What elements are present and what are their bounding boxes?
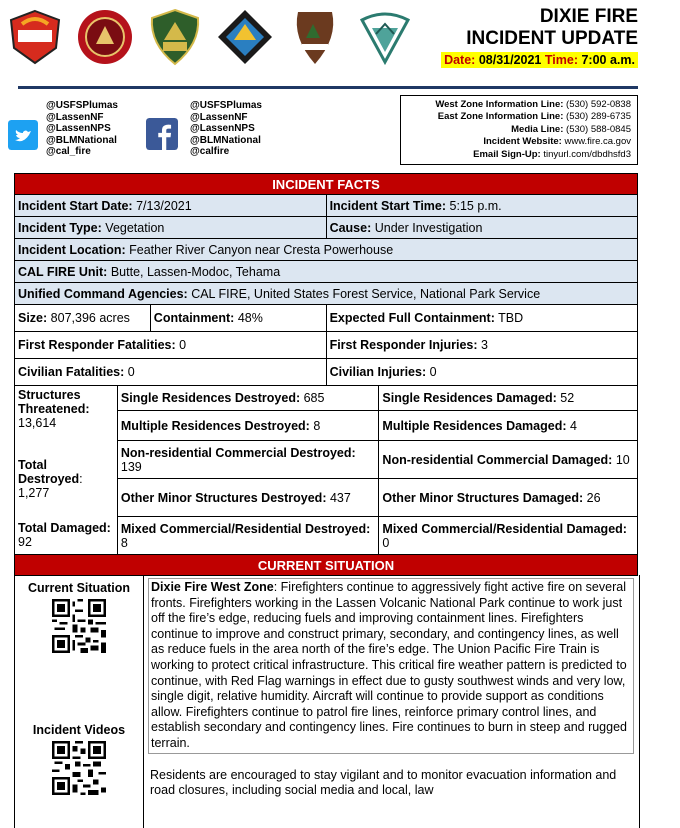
size-cell: Size: 807,396 acres [15,305,151,332]
facebook-handles [190,100,262,158]
forest-service-shield [146,8,204,66]
header-divider [18,86,638,89]
zone-label: Dixie Fire West Zone [151,580,274,594]
facebook-icon[interactable] [146,118,178,150]
qr-current-situation-label: Current Situation [27,581,131,595]
date-value: 08/31/2021 [478,53,542,67]
agency-logos [6,6,426,68]
incident-facts-heading: INCIDENT FACTS [15,174,638,195]
contact-east: East Zone Information Line: (530) 289-6735 [437,111,631,123]
date-label: Date: [444,53,476,67]
cal-oes-seal [76,8,134,66]
minor-damaged-cell: Other Minor Structures Damaged: 26 [379,479,638,517]
contact-website[interactable]: Incident Website: www.fire.ca.gov [483,136,631,148]
cause-cell: Cause: Under Investigation [326,217,637,239]
facebook-handle[interactable]: @USFSPlumas [190,100,262,111]
twitter-handle[interactable]: @cal_fire [46,146,91,157]
contact-email[interactable]: Email Sign-Up: tinyurl.com/dbdhsfd3 [473,148,631,160]
twitter-handle[interactable]: @BLMNational [46,134,117,146]
incident-facts-table [14,173,638,576]
nonres-destroyed-cell: Non-residential Commercial Destroyed: 139 [117,441,379,479]
date-time-line [441,52,638,68]
current-situation-heading: CURRENT SITUATION [15,555,638,576]
facebook-handle[interactable]: @LassenNF [190,111,248,123]
page-title: DIXIE FIRE [539,6,638,27]
minor-destroyed-cell: Other Minor Structures Destroyed: 437 [117,479,379,517]
fr-injuries-cell: First Responder Injuries: 3 [326,332,637,359]
nonres-damaged-cell: Non-residential Commercial Damaged: 10 [379,441,638,479]
blm-logo [356,8,414,66]
twitter-block [8,100,118,158]
contact-box [400,95,638,165]
twitter-handle[interactable]: @USFSPlumas [46,100,118,111]
national-park-service-arrowhead [286,8,344,66]
current-situation-section [14,575,640,828]
twitter-handle[interactable]: @LassenNF [46,111,104,123]
total-damaged-cell: Total Damaged: 92 [15,517,118,555]
total-destroyed-cell: Total Destroyed: 1,277 [15,441,118,517]
single-destroyed-cell: Single Residences Destroyed: 685 [117,386,379,411]
time-value: 7:00 a.m. [581,53,635,67]
west-zone-paragraph: Dixie Fire West Zone: Firefighters continue to aggressively fight active fire on several fronts. Firefighters working in the Lassen Volcanic National Park continue to work just off the fire’s edge, reducing fuels and improving containment lines. Firefighters continue to improve and construct primary, secondary, and contingency lines, as well as reduce fuels in the area north of the fire’s edge. The Union Pacific Fire Train is working to protect critical infrastructure. This critical fire weather pattern is predicted to continue, with Red Flag warnings in effect due to gusty southwest winds and very low, single digit, relative humidity. Aircraft will continue to provide support as conditions allow. Firefighters continue to patrol fire lines, reinforce primary control lines, and establish secondary and contingency lines. Fire continues to burn in steep and rugged terrain. [148,578,634,754]
mixed-damaged-cell: Mixed Commercial/Residential Damaged: 0 [379,517,638,555]
threatened-cell: Structures Threatened: 13,614 [15,386,118,441]
situation-text [148,578,634,799]
civ-injuries-cell: Civilian Injuries: 0 [326,359,637,386]
time-label: Time: [544,53,578,67]
qr-incident-videos-label: Incident Videos [32,723,126,737]
start-date-cell: Incident Start Date: 7/13/2021 [15,195,327,217]
start-time-cell: Incident Start Time: 5:15 p.m. [326,195,637,217]
west-zone-text: Firefighters continue to aggressively fight active fire on several fronts. Firefighters working in the Lassen Volcanic National Park continue to work just off the fire’s edge, reducing fuels and improving containment lines. Firefighters continue to improve and construct primary, secondary, and contingency lines, as well as reduce fuels in the area north of the fire’s edge. The Union Pacific Fire Train is working to protect critical infrastructure. This critical fire weather pattern is predicted to continue, with Red Flag warnings in effect due to gusty southwest winds and very low, single digit, relative humidity. Aircraft will continue to provide support as conditions allow. Firefighters continue to patrol fire lines, reinforce primary control lines, and establish secondary and contingency lines. Fire continues to burn in steep and rugged terrain. [151,580,627,750]
facebook-block [146,100,262,158]
agencies-cell: Unified Command Agencies: CAL FIRE, United States Forest Service, National Park Service [15,283,638,305]
cal-fire-logo [6,8,64,66]
location-cell: Incident Location: Feather River Canyon near Cresta Powerhouse [15,239,638,261]
full-containment-cell: Expected Full Containment: TBD [326,305,637,332]
twitter-icon[interactable] [8,120,38,150]
containment-cell: Containment: 48% [150,305,326,332]
multi-destroyed-cell: Multiple Residences Destroyed: 8 [117,411,379,441]
title-block [441,6,638,69]
facebook-handle[interactable]: @BLMNational [190,134,261,146]
contact-media: Media Line: (530) 588-0845 [511,123,631,135]
type-cell: Incident Type: Vegetation [15,217,327,239]
civ-fatalities-cell: Civilian Fatalities: 0 [15,359,327,386]
facebook-handle[interactable]: @LassenNPS [190,123,255,134]
mixed-destroyed-cell: Mixed Commercial/Residential Destroyed: 8 [117,517,379,555]
qr-code-icon[interactable] [52,741,106,795]
facebook-handle[interactable]: @calfire [190,146,230,157]
twitter-handle[interactable]: @LassenNPS [46,123,111,134]
multi-damaged-cell: Multiple Residences Damaged: 4 [379,411,638,441]
fr-fatalities-cell: First Responder Fatalities: 0 [15,332,327,359]
unit-cell: CAL FIRE Unit: Butte, Lassen-Modoc, Tehama [15,261,638,283]
page-subtitle: INCIDENT UPDATE [466,28,638,49]
contact-west: West Zone Information Line: (530) 592-0838 [435,99,631,110]
residents-paragraph: Residents are encouraged to stay vigilant and to monitor evacuation information and road closures, including social media and local, law [150,767,617,798]
cal-fire-unit-badge [216,8,274,66]
twitter-handles [46,100,118,158]
single-damaged-cell: Single Residences Damaged: 52 [379,386,638,411]
qr-column [15,575,144,828]
qr-code-icon[interactable] [52,599,106,653]
